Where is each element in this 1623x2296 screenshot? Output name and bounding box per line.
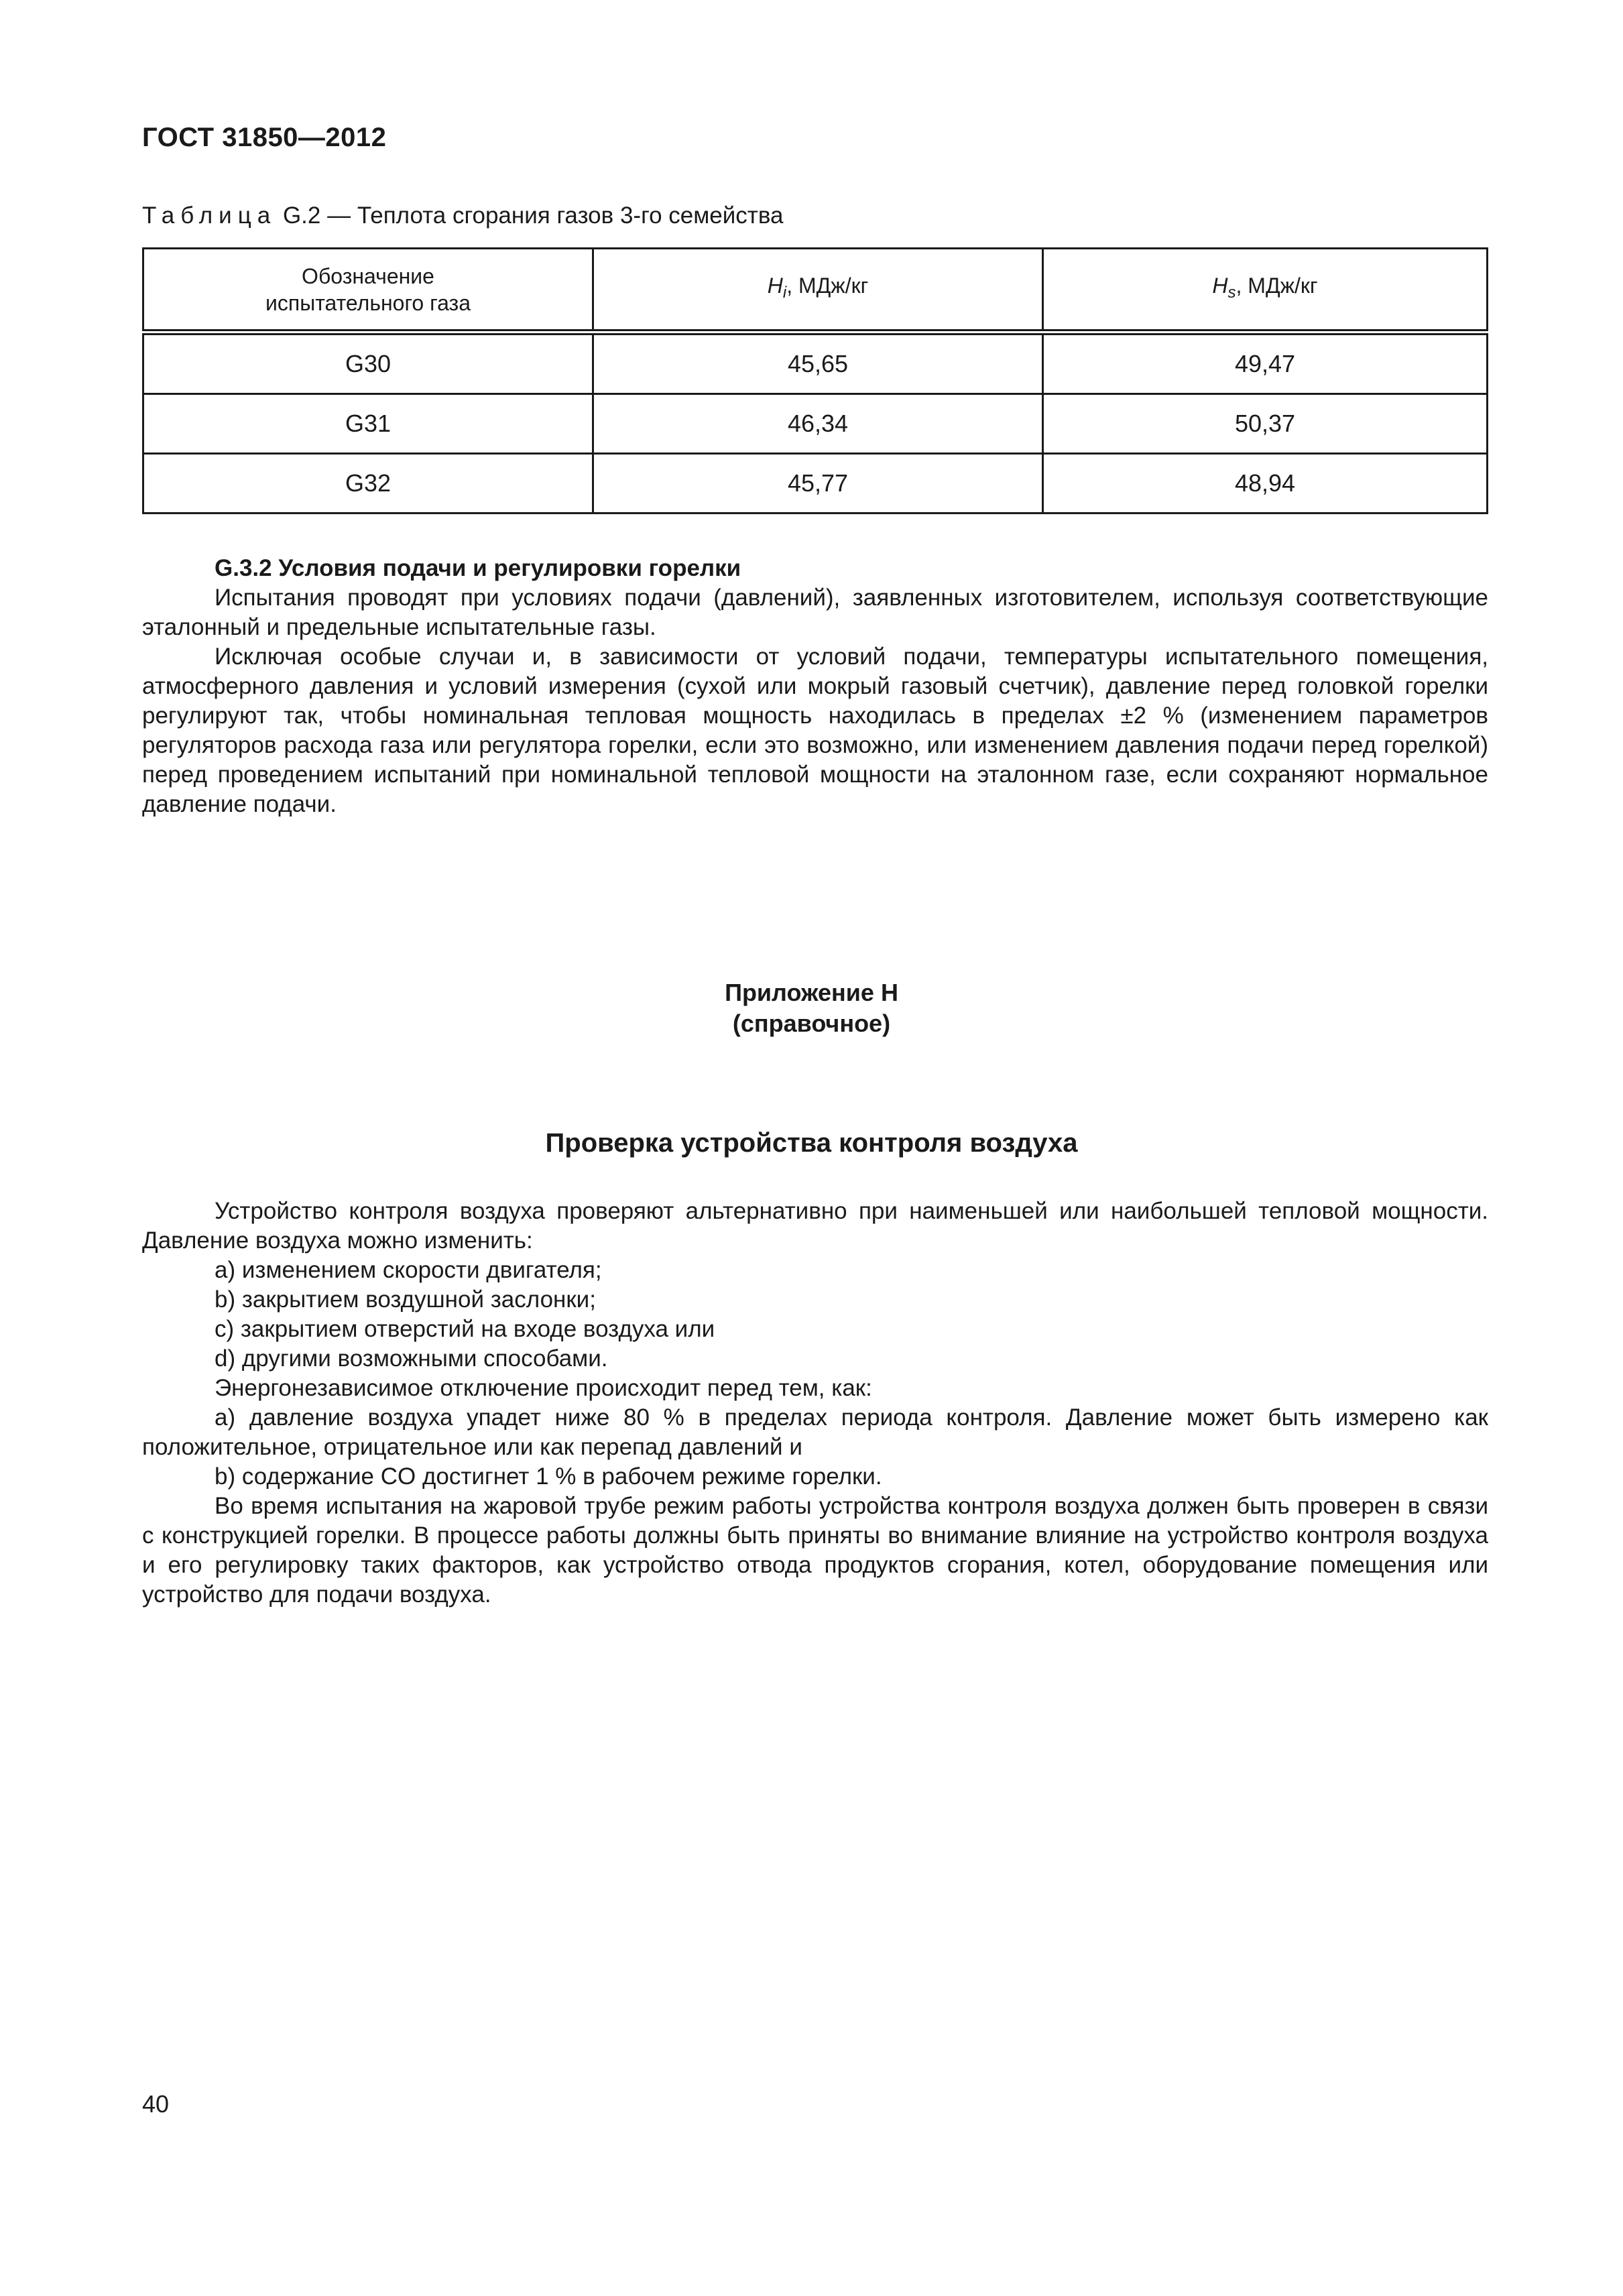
- paragraph: Устройство контроля воздуха проверяют альтернативно при наименьшей или наибольшей тепловой мощности. Давление воздуха можно изменить:: [142, 1198, 1488, 1254]
- table-row: [143, 333, 1488, 394]
- annex-type: (справочное): [732, 1010, 891, 1037]
- list-item: a) давление воздуха упадет ниже 80 % в пределах периода контроля. Давление может быть измерено как положительное, отрицательное или как перепад давлений и: [142, 1404, 1488, 1460]
- table-caption-label: Таблица: [142, 202, 277, 229]
- paragraph: Испытания проводят при условиях подачи (давлений), заявленных изготовителем, используя соответствующие эталонный и предельные испытательные газы.: [142, 585, 1488, 640]
- page-number: 40: [142, 2090, 170, 2118]
- cell-hi: 45,65: [593, 333, 1043, 394]
- paragraph: Во время испытания на жаровой трубе режим работы устройства контроля воздуха должен быть проверен в связи с конструкцией горелки. В процессе работы должны быть приняты во внимание влияние на устройство контроля воздуха и его регулировку таких факторов, как устройство отвода продуктов сгорания, котел, оборудование помещения или устройство для подачи воздуха.: [142, 1493, 1488, 1608]
- list-item: c) закрытием отверстий на входе воздуха или: [215, 1316, 715, 1342]
- cell-hs: 50,37: [1043, 394, 1488, 454]
- list-item: a) изменением скорости двигателя;: [215, 1257, 602, 1283]
- paragraph: Исключая особые случаи и, в зависимости от условий подачи, температуры испытательного помещения, атмосферного давления и условий измерения (сухой или мокрый газовый счетчик), давление перед головкой горелки регулируют так, чтобы номинальная тепловая мощность находилась в пределах ±2 % (изменением параметров регуляторов расхода газа или регулятора горелки, если это возможно, или изменением давления подачи перед горелкой) перед проведением испытаний при номинальной тепловой мощности на эталонном газе, если сохраняют нормальное давление подачи.: [142, 644, 1488, 817]
- cell-hs: 48,94: [1043, 454, 1488, 513]
- cell-hs: 49,47: [1043, 333, 1488, 394]
- cell-gas: G31: [143, 394, 593, 454]
- section-g32: [142, 554, 1488, 819]
- annex-title: Проверка устройства контроля воздуха: [545, 1128, 1078, 1158]
- table-row: [143, 394, 1488, 454]
- annex-heading: [0, 977, 1623, 1039]
- table-caption: [142, 202, 784, 229]
- annex-label: Приложение H: [725, 979, 898, 1006]
- annex-body: [142, 1197, 1488, 1610]
- list-item: b) содержание CO достигнет 1 % в рабочем режиме горелки.: [215, 1463, 882, 1490]
- header-hi: $H_i$, МДж/кг: [593, 249, 1043, 333]
- table-header-row: [143, 249, 1488, 333]
- paragraph: Энергонезависимое отключение происходит перед тем, как:: [215, 1375, 872, 1401]
- section-heading: G.3.2 Условия подачи и регулировки горелки: [215, 555, 741, 581]
- header-gas-designation: Обозначение испытательного газа: [143, 249, 593, 333]
- heat-of-combustion-table: [142, 247, 1488, 514]
- document-code: ГОСТ 31850—2012: [142, 123, 387, 152]
- table-row: [143, 454, 1488, 513]
- header-hs: $H_s$, МДж/кг: [1043, 249, 1488, 333]
- cell-hi: 45,77: [593, 454, 1043, 513]
- cell-hi: 46,34: [593, 394, 1043, 454]
- table-caption-text: G.2 — Теплота сгорания газов 3-го семейства: [276, 202, 784, 229]
- list-item: b) закрытием воздушной заслонки;: [215, 1286, 596, 1313]
- cell-gas: G32: [143, 454, 593, 513]
- cell-gas: G30: [143, 333, 593, 394]
- list-item: d) другими возможными способами.: [215, 1345, 608, 1372]
